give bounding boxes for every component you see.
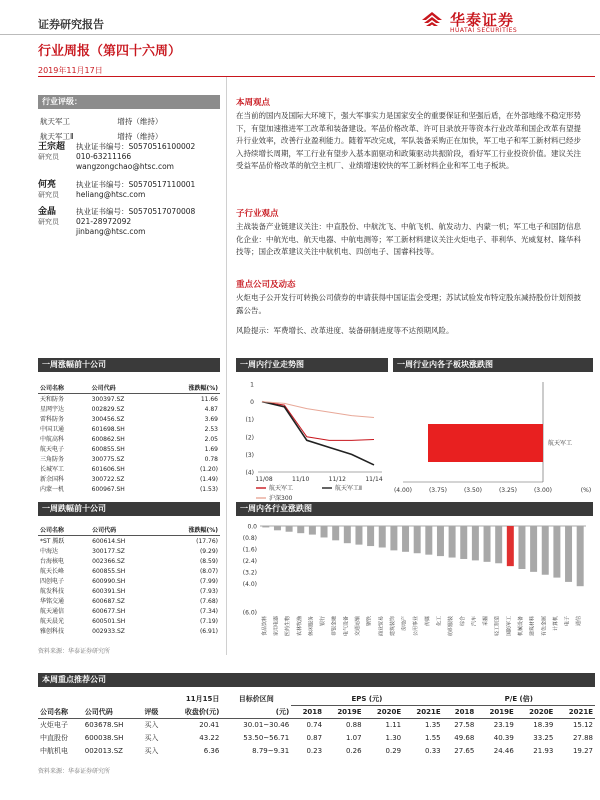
- weekly-trend-chart: [236, 372, 388, 507]
- table-cell: 600855.SH: [91, 445, 125, 453]
- x-tick-label: 11/12: [328, 476, 346, 483]
- table-cell: 1.55: [425, 733, 441, 742]
- key-company-section: [236, 278, 586, 338]
- y-tick-label: (6.0): [242, 609, 257, 617]
- table-row: [38, 414, 220, 424]
- table-cell: 买入: [144, 733, 159, 742]
- x-tick-label: 综合: [459, 616, 466, 627]
- table-cell: 23.19: [493, 720, 514, 729]
- table-cell: 中海达: [40, 547, 59, 555]
- table-cell: 49.68: [454, 733, 475, 742]
- table-cell: 中航机电: [40, 746, 68, 755]
- x-tick-label: 传媒: [424, 616, 431, 627]
- table-cell: (7.34): [199, 607, 218, 615]
- legend-label: 航天军工: [269, 485, 294, 492]
- bar: [507, 526, 514, 566]
- recommend-panel: [38, 673, 595, 775]
- rating-value: 增持（维持）: [117, 117, 163, 126]
- bar: [286, 526, 293, 532]
- bar: [472, 526, 479, 560]
- bar: [414, 526, 421, 553]
- x-tick-label: (4.00): [393, 487, 413, 494]
- x-tick-label: 纺织服装: [448, 616, 455, 637]
- table-cell: 买入: [144, 746, 159, 755]
- table-row: [38, 718, 595, 732]
- table-cell: *ST 腾跃: [40, 537, 65, 545]
- risk-warning: 风险提示：军费增长、改革进度、装备研制进度等不达预期风险。: [236, 326, 454, 335]
- col-header: 收盘价(元): [184, 707, 220, 716]
- brand-logo: [420, 6, 580, 36]
- table-cell: (7.19): [199, 617, 218, 625]
- col-header: 评级: [144, 707, 159, 716]
- license-label: 执业证书编号：: [76, 142, 129, 151]
- top-gainers-table: [38, 382, 220, 494]
- table-cell: (7.68): [199, 597, 218, 605]
- category-label: 航天军工: [548, 440, 573, 447]
- table-cell: 中直股份: [40, 733, 68, 742]
- analyst-email[interactable]: heliang@htsc.com: [76, 190, 146, 199]
- table-cell: (8.59): [199, 557, 218, 565]
- bar: [484, 526, 491, 562]
- y-tick-label: (2): [245, 434, 254, 442]
- x-tick-label: 休闲服务: [308, 616, 315, 637]
- table-cell: 18.39: [533, 720, 554, 729]
- table-cell: 603678.SH: [84, 720, 124, 729]
- x-tick-label: 电子: [564, 616, 571, 627]
- key-company-text: 火炬电子公开发行可转换公司债券的申请获得中国证监会受理；苏试试验发布特定股东减持股份计划预披露公告。: [236, 293, 581, 315]
- analyst-role: 研究员: [38, 218, 59, 226]
- x-tick-label: 钢铁: [366, 616, 373, 627]
- analyst-phone: 010-63211166: [76, 152, 132, 161]
- y-tick-label: (4.0): [242, 580, 257, 588]
- table-cell: 600391.SH: [92, 587, 126, 595]
- table-row: [38, 546, 220, 556]
- y-tick-label: (1): [245, 416, 254, 424]
- table-cell: 33.25: [533, 733, 554, 742]
- table-cell: 27.58: [454, 720, 475, 729]
- col-header: 公司代码: [90, 524, 158, 536]
- sub-industry-heading: 子行业观点: [236, 209, 279, 219]
- col-header: 公司名称: [40, 707, 68, 716]
- table-cell: (9.29): [199, 547, 218, 555]
- rating-row: [40, 115, 218, 128]
- sub-industry-text: 主战装备产业链建议关注：中直股份、中航沈飞、中航飞机、航发动力、内蒙一机；军工电子和国防信息化企业：中航光电、航天电器、中航电测等；军工新材料建议关注火炬电子、菲利华、光威复材、隆华科技等；国企改革建议关注中航机电、四创电子、国睿科技等。: [236, 222, 581, 256]
- bar: [553, 526, 560, 578]
- views-heading: 本周观点: [236, 98, 271, 108]
- rating-table: [38, 113, 220, 145]
- table-cell: 1.11: [385, 720, 402, 729]
- x-tick-label: 公用事业: [413, 616, 420, 637]
- col-header: 2018: [454, 707, 475, 716]
- table-cell: 19.27: [572, 746, 593, 755]
- table-row: [38, 556, 220, 566]
- table-row: [38, 586, 220, 596]
- table-cell: 53.50~56.71: [243, 733, 290, 742]
- table-cell: 27.88: [572, 733, 593, 742]
- bar: [495, 526, 502, 563]
- table-cell: 002933.SZ: [92, 627, 125, 635]
- weekly-trend-heading: 一周内行业走势图: [236, 358, 388, 372]
- table-cell: (6.91): [199, 627, 218, 635]
- recommend-table: [38, 693, 595, 758]
- table-cell: 航天电子: [40, 445, 65, 453]
- table-cell: 20.41: [199, 720, 220, 729]
- col-header: 公司代码: [90, 382, 159, 394]
- table-cell: 300456.SZ: [91, 415, 125, 423]
- table-cell: 3.69: [204, 415, 218, 423]
- bar: [344, 526, 351, 543]
- rating-sector: 航天军工: [40, 117, 70, 126]
- table-row: [38, 536, 220, 547]
- bar: [332, 526, 339, 540]
- bar: [367, 526, 374, 546]
- top-gainers-heading: 一周涨幅前十公司: [38, 358, 220, 372]
- table-cell: 华铭交通: [40, 597, 65, 605]
- table-cell: 002013.SZ: [84, 746, 123, 755]
- x-tick-label: (3.25): [498, 487, 518, 494]
- table-row: [38, 626, 220, 636]
- x-tick-label: 医药生物: [285, 616, 292, 637]
- col-header: 2018: [302, 707, 323, 716]
- x-tick-label: 轻工制造: [494, 616, 501, 637]
- table-cell: 0.26: [345, 746, 362, 755]
- table-row: [38, 484, 220, 494]
- y-tick-label: (3): [245, 451, 254, 459]
- table-row: [38, 454, 220, 464]
- col-header: 2019E: [337, 707, 362, 716]
- legend-label: 沪深300: [269, 495, 293, 502]
- x-tick-label: 食品饮料: [261, 616, 268, 637]
- analyst-1: [38, 142, 223, 172]
- analyst-3: [38, 207, 223, 237]
- table-cell: 600677.SH: [92, 607, 126, 615]
- table-cell: 300177.SZ: [92, 547, 125, 555]
- table-cell: 0.87: [306, 733, 323, 742]
- table-cell: 1.07: [345, 733, 362, 742]
- series-line: [262, 402, 374, 441]
- table-cell: 15.12: [572, 720, 593, 729]
- x-tick-label: 房地产: [401, 616, 408, 632]
- col-header: 公司名称: [38, 382, 90, 394]
- table-cell: 新余国科: [40, 475, 65, 483]
- table-row: [38, 616, 220, 626]
- table-cell: 600501.SH: [92, 617, 126, 625]
- x-tick-label: 商业贸易: [378, 616, 385, 637]
- table-row: [38, 576, 220, 586]
- col-header: 2020E: [529, 707, 554, 716]
- source-note: 资料来源：华泰证券研究所: [38, 648, 111, 655]
- x-tick-label: (3.00): [533, 487, 553, 494]
- table-cell: 600038.SH: [84, 733, 124, 742]
- table-row: [38, 404, 220, 414]
- analyst-name: 何亮: [38, 180, 57, 190]
- top-gainers-panel: [38, 358, 220, 494]
- recommend-heading: 本周重点推荐公司: [38, 673, 595, 687]
- y-tick-label: 0: [250, 399, 254, 407]
- table-row: [38, 745, 595, 758]
- table-cell: 300722.SZ: [91, 475, 125, 483]
- report-type-label: 证券研究报告: [38, 18, 104, 31]
- analyst-email[interactable]: wangzongchao@htsc.com: [76, 162, 174, 171]
- license-label: 执业证书编号：: [76, 180, 129, 189]
- sub-sector-chart: [393, 372, 593, 507]
- table-cell: 6.36: [203, 746, 220, 755]
- table-cell: (1.49): [199, 475, 218, 483]
- table-row: [38, 444, 220, 454]
- y-tick-label: (1.6): [242, 546, 257, 554]
- x-tick-label: 汽车: [471, 616, 478, 627]
- bar: [297, 526, 304, 533]
- views-text: 在当前的国内及国际大环境下，强大军事实力是国家安全的重要保证和坚强后盾，在外部地缘不稳定形势下，有望加速推进军工改革和装备建设。军品价格改革、许可目录放开等资本行业改革和国企改革有望提升行业效率，改善行业盈利能力。随着军改完成，军队装备采购正在加快，军工电子和军工新材料已经步入持续增长周期，军工行业有望步入基本面驱动和政策驱动共振阶段，看好军工行业投资价值。建议关注受益军品价格改革的航空主机厂、业绩增速较快的军工新材料企业和军工电子板块。: [236, 111, 581, 170]
- table-cell: 雅创科技: [40, 627, 65, 635]
- rating-heading: 行业评级：: [38, 95, 220, 109]
- x-tick-label: 机械设备: [517, 616, 524, 637]
- table-cell: (7.93): [199, 587, 218, 595]
- bar: [402, 526, 409, 552]
- y-tick-label: (3.2): [242, 569, 257, 577]
- bar: [530, 526, 537, 572]
- table-row: [38, 434, 220, 444]
- x-tick-label: 交通运输: [354, 616, 361, 637]
- table-cell: 台海核电: [40, 557, 65, 565]
- y-tick-label: (0.8): [242, 534, 257, 542]
- table-cell: 601606.SH: [91, 465, 125, 473]
- table-cell: 中国卫通: [40, 425, 65, 433]
- key-company-heading: 重点公司及动态: [236, 280, 296, 290]
- bar: [449, 526, 456, 558]
- col-header: 2019E: [489, 707, 514, 716]
- analyst-phone: 021-28972092: [76, 217, 132, 226]
- analyst-2: [38, 180, 223, 200]
- license-number: S0570517110001: [128, 180, 196, 189]
- title-divider: [38, 76, 595, 77]
- col-header: 2021E: [568, 707, 593, 716]
- report-date: 2019年11月17日: [38, 66, 103, 75]
- table-cell: 43.22: [199, 733, 220, 742]
- bar: [379, 526, 386, 548]
- table-cell: 300397.SZ: [91, 395, 125, 403]
- table-cell: 四创电子: [40, 577, 65, 585]
- eps-group-header: EPS (元): [291, 693, 442, 706]
- bar: [428, 424, 543, 462]
- bar: [390, 526, 397, 550]
- table-cell: 8.79~9.31: [252, 746, 290, 755]
- analyst-role: 研究员: [38, 191, 59, 199]
- table-cell: 2.05: [204, 435, 218, 443]
- table-cell: 27.65: [454, 746, 475, 755]
- rating-value: 增持（维持）: [117, 132, 163, 141]
- col-header: (元): [275, 707, 290, 716]
- x-tick-label: 家用电器: [273, 616, 280, 637]
- bar: [309, 526, 316, 535]
- license-number: S0570516100002: [128, 142, 196, 151]
- table-cell: 40.39: [493, 733, 514, 742]
- bar: [518, 526, 525, 569]
- x-tick-label: 11/08: [255, 476, 273, 483]
- analyst-role: 研究员: [38, 153, 59, 161]
- rating-panel: [38, 95, 220, 145]
- table-cell: 航发科技: [40, 587, 65, 595]
- report-title: 行业周报（第四十六周）: [38, 44, 182, 59]
- table-cell: (7.99): [199, 577, 218, 585]
- top-losers-table: [38, 524, 220, 636]
- table-cell: 601698.SH: [91, 425, 125, 433]
- logo-english-text: HUATAI SECURITIES: [450, 27, 518, 34]
- weekly-trend-panel: [236, 358, 388, 507]
- x-tick-label: 农林牧渔: [296, 616, 303, 637]
- table-cell: 航天通信: [40, 607, 65, 615]
- top-losers-panel: [38, 502, 220, 655]
- x-tick-label: 计算机: [552, 616, 559, 632]
- x-tick-label: (3.75): [428, 487, 448, 494]
- table-cell: 600967.SH: [91, 485, 125, 493]
- bar: [425, 526, 432, 555]
- license-number: S0570517070008: [128, 207, 196, 216]
- table-cell: 4.87: [204, 405, 218, 413]
- y-tick-label: (2.4): [242, 557, 257, 565]
- col-header: 涨跌幅(%): [158, 382, 220, 394]
- col-header: 2020E: [376, 707, 402, 716]
- x-tick-label: 银行: [320, 616, 327, 627]
- x-tick-label: 电气设备: [343, 616, 350, 637]
- table-row: [38, 732, 595, 745]
- table-cell: 1.30: [385, 733, 402, 742]
- table-cell: 0.74: [306, 720, 323, 729]
- col-header: 涨跌幅(%): [158, 524, 220, 536]
- table-cell: 中航高科: [40, 435, 65, 443]
- table-cell: 星网宇达: [40, 405, 65, 413]
- table-cell: 21.93: [533, 746, 554, 755]
- table-cell: 长城军工: [40, 465, 65, 473]
- table-row: [38, 606, 220, 616]
- top-losers-heading: 一周跌幅前十公司: [38, 502, 220, 516]
- analyst-name: 王宗超: [38, 142, 66, 152]
- table-cell: 内蒙一机: [40, 485, 65, 493]
- table-cell: 600990.SH: [92, 577, 126, 585]
- table-cell: (1.20): [199, 465, 218, 473]
- table-row: [38, 596, 220, 606]
- sub-sector-heading: 一周行业内各子板块涨跌图: [393, 358, 593, 372]
- views-section: [236, 96, 586, 173]
- table-cell: 30.01~30.46: [243, 720, 290, 729]
- table-cell: 航天长峰: [40, 567, 65, 575]
- analyst-email[interactable]: jinbang@htsc.com: [76, 227, 146, 236]
- col-header: 公司名称: [38, 524, 90, 536]
- table-cell: 600855.SH: [92, 567, 126, 575]
- table-row: [38, 424, 220, 434]
- col-header: 2021E: [416, 707, 441, 716]
- sub-industry-section: [236, 207, 586, 259]
- industry-change-chart: [236, 516, 593, 666]
- col-header: 公司代码: [84, 707, 113, 716]
- x-tick-label: 11/14: [365, 476, 383, 483]
- table-cell: 24.46: [493, 746, 514, 755]
- x-tick-label: (%): [580, 487, 592, 494]
- table-cell: 0.78: [204, 455, 218, 463]
- table-cell: 0.29: [385, 746, 402, 755]
- x-tick-label: 11/10: [292, 476, 310, 483]
- table-cell: (8.07): [199, 567, 218, 575]
- bar: [262, 526, 269, 527]
- table-cell: 火炬电子: [40, 720, 68, 729]
- table-cell: 600687.SZ: [92, 597, 125, 605]
- table-cell: 1.35: [425, 720, 441, 729]
- y-tick-label: 0.0: [247, 523, 257, 531]
- bar: [437, 526, 444, 556]
- rating-sector: 航天军工Ⅱ: [40, 132, 74, 141]
- x-tick-label: (3.50): [463, 487, 483, 494]
- table-row: [38, 566, 220, 576]
- table-cell: 三角防务: [40, 455, 65, 463]
- x-tick-label: 通信: [576, 616, 583, 627]
- column-divider: [226, 77, 227, 655]
- bar: [355, 526, 362, 545]
- bar: [460, 526, 467, 559]
- price-date-header: 11月15日: [185, 695, 220, 704]
- bar: [274, 526, 281, 530]
- x-tick-label: 有色金属: [541, 616, 548, 637]
- x-tick-label: 非银金融: [331, 616, 338, 637]
- x-tick-label: 国防军工: [506, 616, 513, 637]
- source-note: 资料来源：华泰证券研究所: [38, 767, 111, 775]
- table-cell: 11.66: [200, 395, 218, 403]
- table-cell: 2.53: [204, 425, 218, 433]
- industry-change-panel: [236, 502, 593, 666]
- y-tick-label: (4): [245, 469, 254, 477]
- sub-sector-panel: [393, 358, 593, 507]
- table-cell: 002366.SZ: [92, 557, 125, 565]
- legend-label: 航天军工Ⅱ: [335, 485, 362, 492]
- target-range-header: 目标价区间: [238, 695, 274, 704]
- bar: [577, 526, 584, 586]
- table-row: [38, 474, 220, 484]
- logo-chinese-text: 华泰证券: [450, 11, 515, 29]
- table-cell: 300775.SZ: [91, 455, 125, 463]
- series-line: [262, 402, 374, 465]
- table-cell: 0.88: [345, 720, 362, 729]
- x-tick-label: 采掘: [483, 616, 490, 627]
- table-row: [38, 394, 220, 405]
- header-divider: [0, 34, 600, 35]
- table-cell: 航天晨光: [40, 617, 65, 625]
- x-tick-label: 建筑装饰: [389, 616, 396, 637]
- bar: [321, 526, 328, 537]
- table-cell: 1.69: [204, 445, 218, 453]
- table-cell: 天和防务: [40, 395, 65, 403]
- pe-group-header: P/E (倍): [443, 693, 595, 706]
- table-cell: 0.33: [425, 746, 441, 755]
- table-cell: 600862.SH: [91, 435, 125, 443]
- table-cell: 600614.SH: [92, 537, 126, 545]
- table-cell: 0.23: [306, 746, 323, 755]
- table-cell: 买入: [144, 720, 159, 729]
- table-row: [38, 464, 220, 474]
- x-tick-label: 建筑材料: [529, 616, 536, 637]
- license-label: 执业证书编号：: [76, 207, 129, 216]
- huatai-logo-icon: [420, 10, 444, 32]
- industry-change-heading: 一周内各行业涨跌图: [236, 502, 593, 516]
- bar: [565, 526, 572, 582]
- table-cell: 雷科防务: [40, 415, 65, 423]
- bar: [542, 526, 549, 575]
- x-tick-label: 化工: [436, 616, 443, 627]
- table-cell: (17.76): [196, 537, 218, 545]
- y-tick-label: 1: [250, 381, 254, 389]
- table-cell: (1.53): [199, 485, 218, 493]
- table-cell: 002829.SZ: [91, 405, 125, 413]
- analyst-name: 金晶: [38, 207, 57, 217]
